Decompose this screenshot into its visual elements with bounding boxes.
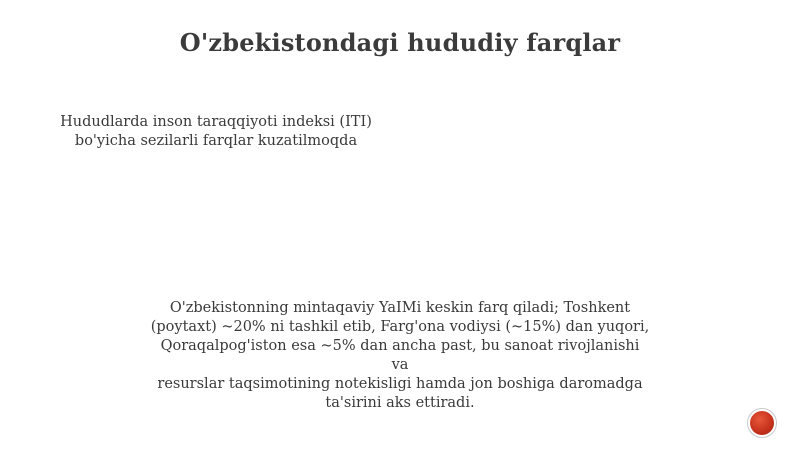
subtitle-line: Hududlarda inson taraqqiyoti indeksi (ITI) xyxy=(60,114,372,130)
body-line: O'zbekistonning mintaqaviy YaIMi keskin farq qiladi; Toshkent xyxy=(169,300,631,316)
slide-body-text xyxy=(150,299,650,413)
slide-title: O'zbekistondagi hududiy farqlar xyxy=(179,28,621,57)
body-line: Qoraqalpog'iston esa ~5% dan ancha past, bu sanoat rivojlanishi va xyxy=(160,338,640,373)
slide-subtitle xyxy=(40,113,392,151)
next-slide-button[interactable] xyxy=(747,408,777,438)
body-line: ta'sirini aks ettiradi. xyxy=(325,395,475,411)
body-line: (poytaxt) ~20% ni tashkil etib, Farg'ona vodiysi (~15%) dan yuqori, xyxy=(150,319,650,335)
circle-button-icon xyxy=(750,411,774,435)
body-line: resurslar taqsimotining notekisligi hamda jon boshiga daromadga xyxy=(157,376,643,392)
subtitle-line: bo'yicha sezilarli farqlar kuzatilmoqda xyxy=(74,133,358,149)
